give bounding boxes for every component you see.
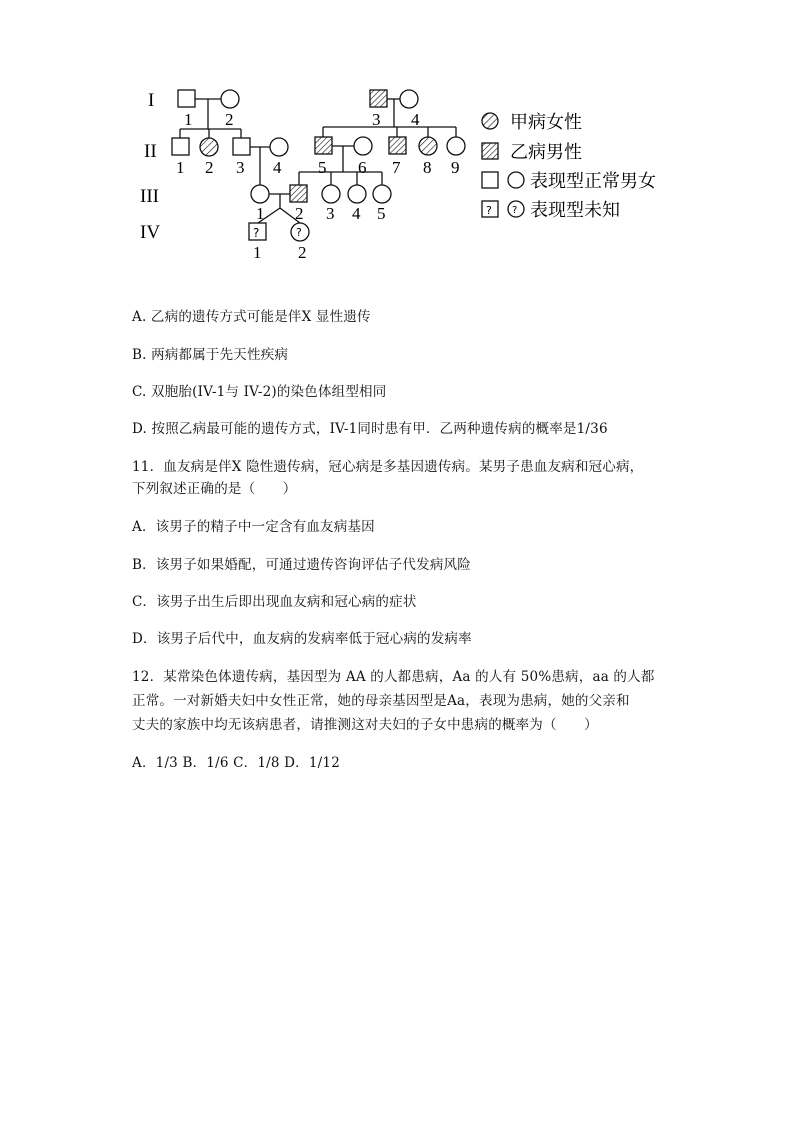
q11-option-a: A．该男子的精子中一定含有血友病基因 xyxy=(132,519,375,535)
label-ii6: 6 xyxy=(358,158,367,177)
individual-ii6-female xyxy=(354,137,372,155)
individual-i2-female xyxy=(221,90,239,108)
label-iii2: 2 xyxy=(295,204,304,223)
unknown-mark-iv2: ? xyxy=(296,226,302,239)
label-iv2: 2 xyxy=(298,243,307,262)
individual-i1-male xyxy=(178,90,195,107)
legend-label-normal: 表现型正常男女 xyxy=(530,171,656,192)
label-iii5: 5 xyxy=(377,204,386,223)
pedigree-chart xyxy=(0,0,794,270)
legend-unknown-mark-female: ? xyxy=(512,205,518,216)
individual-ii7-male-disease-b xyxy=(389,137,406,154)
generation-label-iii: III xyxy=(140,186,159,207)
q11-stem-line-1: 11．血友病是伴X 隐性遗传病，冠心病是多基因遗传病。某男子患血友病和冠心病， xyxy=(132,459,644,475)
legend-male-disease-b-symbol xyxy=(482,143,498,159)
label-ii3: 3 xyxy=(236,158,245,177)
label-ii1: 1 xyxy=(176,158,185,177)
q11-option-c: C．该男子出生后即出现血友病和冠心病的症状 xyxy=(132,594,417,610)
individual-iii4-female xyxy=(348,185,366,203)
generation-label-iv: IV xyxy=(140,222,161,243)
q12-stem-line-3: 丈夫的家族中均无该病患者，请推测这对夫妇的子女中患病的概率为（ ） xyxy=(132,717,598,733)
q12-stem-line-1: 12．某常染色体遗传病，基因型为 AA 的人都患病，Aa 的人有 50%患病，aa 的人都 xyxy=(132,669,655,685)
legend-female-disease-a-symbol xyxy=(482,113,498,129)
label-i4: 4 xyxy=(411,110,420,129)
q12-options: A．1/3 B．1/6 C．1/8 D．1/12 xyxy=(132,755,340,771)
legend-label-unknown: 表现型未知 xyxy=(530,200,620,221)
individual-iii5-female xyxy=(373,185,391,203)
label-ii4: 4 xyxy=(273,158,282,177)
q10-option-d: D. 按照乙病最可能的遗传方式，IV-1同时患有甲．乙两种遗传病的概率是1/36 xyxy=(132,421,608,437)
q10-option-b: B. 两病都属于先天性疾病 xyxy=(132,347,289,363)
individual-ii1-male xyxy=(172,138,189,155)
individual-ii2-female-disease-a xyxy=(200,138,218,156)
label-i1: 1 xyxy=(184,110,193,129)
label-iv1: 1 xyxy=(253,243,262,262)
label-ii5: 5 xyxy=(318,158,327,177)
q11-option-d: D．该男子后代中，血友病的发病率低于冠心病的发病率 xyxy=(132,631,472,647)
label-ii8: 8 xyxy=(423,158,432,177)
legend-label-male-disease-b: 乙病男性 xyxy=(510,142,582,163)
generation-label-i: I xyxy=(148,90,155,111)
q12-stem-line-2: 正常。一对新婚夫妇中女性正常，她的母亲基因型是Aa，表现为患病，她的父亲和 xyxy=(132,693,630,709)
label-ii9: 9 xyxy=(451,158,460,177)
individual-iii2-male-disease-b xyxy=(290,185,307,202)
q11-stem-line-2: 下列叙述正确的是（ ） xyxy=(132,481,297,497)
legend-normal-female-symbol xyxy=(508,172,524,188)
label-ii7: 7 xyxy=(392,158,401,177)
individual-ii9-female xyxy=(447,137,465,155)
legend-normal-male-symbol xyxy=(482,172,498,188)
individual-iii1-female xyxy=(251,185,269,203)
individual-ii8-female-disease-a xyxy=(419,137,437,155)
q10-option-a: A. 乙病的遗传方式可能是伴X 显性遗传 xyxy=(132,309,371,325)
label-iii4: 4 xyxy=(352,204,361,223)
legend-unknown-mark-male: ? xyxy=(486,204,492,217)
individual-i4-female xyxy=(400,90,418,108)
legend-label-female-disease-a: 甲病女性 xyxy=(510,112,582,133)
individual-i3-male-disease-b xyxy=(370,90,387,107)
label-iii3: 3 xyxy=(326,204,335,223)
label-i3: 3 xyxy=(372,110,381,129)
individual-ii3-male xyxy=(233,138,250,155)
q10-option-c: C. 双胞胎(IV-1与 IV-2)的染色体组型相同 xyxy=(132,384,387,400)
individual-ii5-male-disease-b xyxy=(315,137,332,154)
individual-iii3-female xyxy=(322,185,340,203)
label-i2: 2 xyxy=(225,110,234,129)
label-iii1: 1 xyxy=(256,204,265,223)
individual-ii4-female xyxy=(270,138,288,156)
generation-label-ii: II xyxy=(144,141,157,162)
label-ii2: 2 xyxy=(205,158,214,177)
unknown-mark-iv1: ? xyxy=(253,226,260,240)
q11-option-b: B．该男子如果婚配，可通过遗传咨询评估子代发病风险 xyxy=(132,557,471,573)
